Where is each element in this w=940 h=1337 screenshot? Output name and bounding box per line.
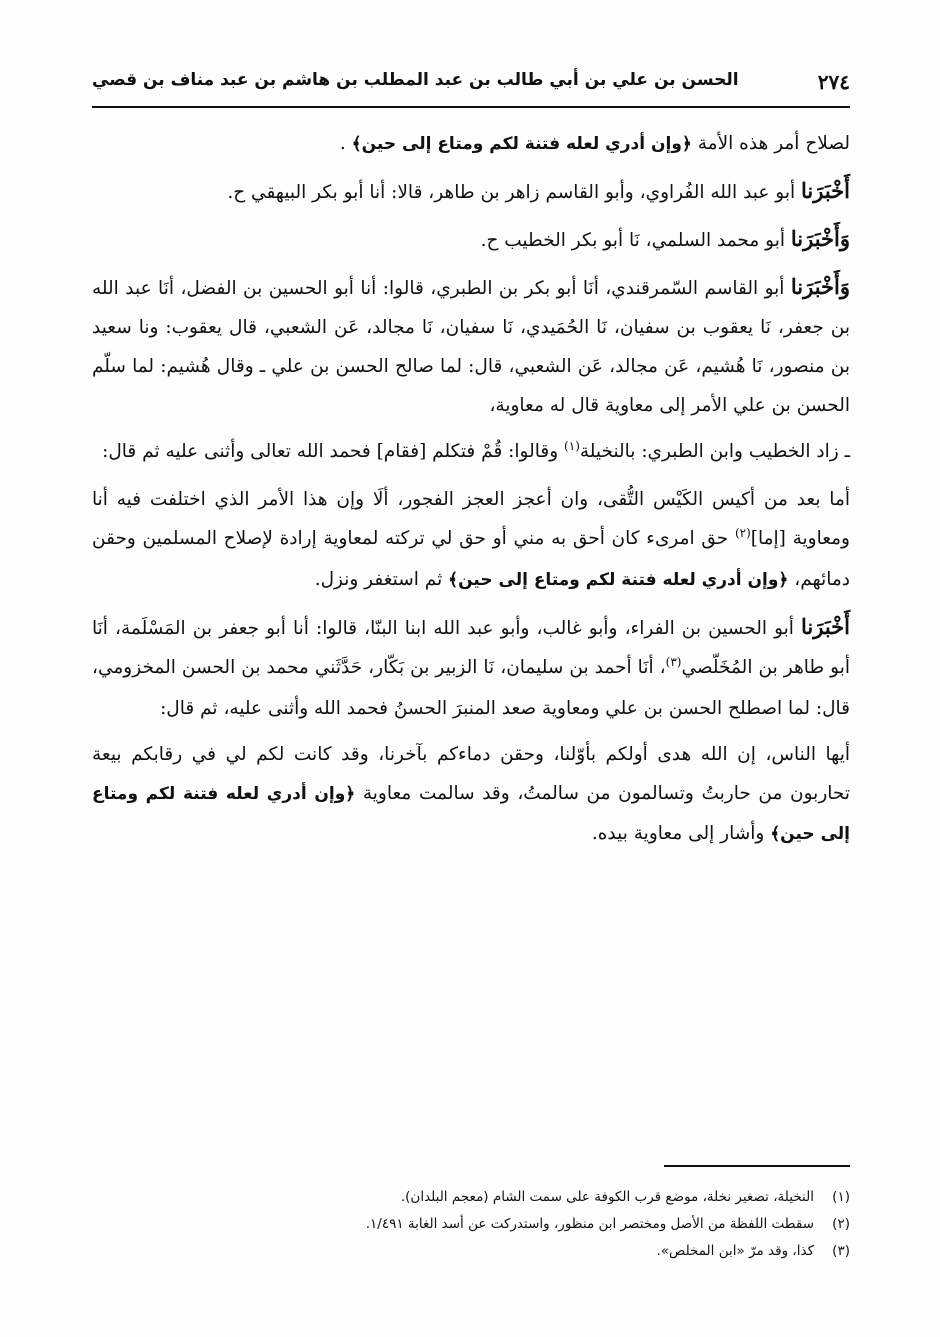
narration-keyword: وَأَخْبَرَنا bbox=[790, 226, 850, 251]
footnote-text: سقطت اللفظة من الأصل ومختصر ابن منظور، واستدركت عن أسد الغابة ١/٤٩١. bbox=[365, 1216, 814, 1232]
footnote-number: (١) bbox=[832, 1189, 850, 1205]
paragraph bbox=[92, 219, 850, 260]
header-divider bbox=[92, 106, 850, 108]
paragraph bbox=[92, 171, 850, 212]
text-run: أبو القاسم السّمرقندي، أنَا أبو بكر بن الطبري، قالوا: أنا أبو الحسين بن الفضل، أنَا عبد الله بن جعفر، نَا يعقوب بن سفيان، نَا الحُمَيدي، نَا سفيان، نَا مجالد، عَن الشعبي، قال يعقوب: ونا سعيد بن منصور، نَا هُشيم، عَن مجالد، عَن الشعبي، قال: لما صالح الحسن بن علي ـ وقال هُشيم: لما سلّم الحسن بن علي الأمر إلى معاوية قال له معاوية، bbox=[92, 278, 850, 416]
text-run: ثم استغفر ونزل. bbox=[314, 569, 449, 590]
paragraph bbox=[92, 480, 850, 600]
text-run: حق امرىء كان أحق به مني أو حق لي تركته لمعاوية إرادة لإصلاح المسلمين وحقن دمائهم، bbox=[92, 528, 850, 590]
narration-keyword: أَخْبَرَنا bbox=[801, 614, 850, 639]
running-header bbox=[92, 62, 850, 102]
text-run: ـ زاد الخطيب وابن الطبري: بالنخيلة bbox=[579, 441, 850, 462]
quran-quote: ﴿وإن أدري لعله فتنة لكم ومتاع إلى حين﴾ bbox=[92, 784, 850, 844]
narration-keyword: أَخْبَرَنا bbox=[801, 178, 850, 203]
text-run: أبو محمد السلمي، نَا أبو بكر الخطيب ح. bbox=[480, 230, 791, 251]
text-run: وقالوا: قُمْ فتكلم [فقام] فحمد الله تعالى وأثنى عليه ثم قال: bbox=[102, 441, 565, 462]
footnote-ref: (٣) bbox=[665, 655, 682, 669]
text-run: أما بعد من أكيس الكَيْس التُّقى، وان أعجز العجز الفجور، ألَا وإن هذا الأمر الذي اختلفت فيه أنا ومعاوية [إما] bbox=[92, 489, 850, 549]
paragraph bbox=[92, 124, 850, 164]
footnote-text: كذا، وقد مرّ «ابن المخلص». bbox=[656, 1243, 814, 1259]
footnote-ref: (٢) bbox=[734, 526, 751, 540]
paragraph bbox=[92, 267, 850, 425]
footnote bbox=[200, 1184, 850, 1211]
footnote-number: (٣) bbox=[832, 1243, 850, 1259]
header-title: الحسن بن علي بن أبي طالب بن عبد المطلب بن هاشم بن عبد مناف بن قصي bbox=[92, 70, 739, 90]
text-run: أبو الحسين بن الفراء، وأبو غالب، وأبو عبد الله ابنا البنّا، قالوا: أنا أبو جعفر بن المَسْلَمة، أنَا أبو طاهر بن المُخَلّصي bbox=[92, 618, 850, 678]
page-number: ٢٧٤ bbox=[817, 70, 850, 94]
main-text bbox=[92, 124, 850, 861]
quran-quote: ﴿وإن أدري لعله فتنة لكم ومتاع إلى حين﴾ bbox=[448, 570, 789, 590]
footnote-number: (٢) bbox=[832, 1216, 850, 1232]
footnote-divider bbox=[664, 1165, 850, 1167]
paragraph bbox=[92, 735, 850, 854]
quran-quote: ﴿وإن أدري لعله فتنة لكم ومتاع إلى حين﴾ bbox=[351, 134, 692, 154]
text-run: أيها الناس، إن الله هدى أولكم بأوّلنا، وحقن دماءكم بآخرنا، وقد كانت لكم لي في رقابكم بيعة تحاربون من حاربتُ وتسالمون من سالمتُ، وقد سالمت معاوية bbox=[92, 744, 850, 804]
footnote bbox=[200, 1211, 850, 1238]
text-run: . bbox=[339, 133, 352, 154]
footnotes bbox=[200, 1184, 850, 1265]
text-run: ، أنَا أحمد بن سليمان، نَا الزبير بن بَكّار، حَدَّثَني محمد بن الحسن المخزومي، قال: لما اصطلح الحسن بن علي ومعاوية صعد المنبرَ الحسنُ فحمد الله وأثنى عليه، ثم قال: bbox=[92, 657, 850, 719]
footnote-ref: (١) bbox=[564, 439, 580, 453]
text-run: وأشار إلى معاوية بيده. bbox=[591, 823, 771, 844]
text-run: لصلاح أمر هذه الأمة bbox=[691, 133, 850, 154]
text-run: أبو عبد الله الفُراوي، وأبو القاسم زاهر بن طاهر، قالا: أنا أبو بكر البيهقي ح. bbox=[227, 182, 802, 203]
paragraph bbox=[92, 607, 850, 728]
footnote-text: النخيلة، تصغير نخلة، موضع قرب الكوفة على سمت الشام (معجم البلدان). bbox=[400, 1189, 814, 1205]
paragraph bbox=[92, 432, 850, 473]
narration-keyword: وَأَخْبَرَنا bbox=[790, 274, 850, 299]
footnote bbox=[200, 1238, 850, 1265]
